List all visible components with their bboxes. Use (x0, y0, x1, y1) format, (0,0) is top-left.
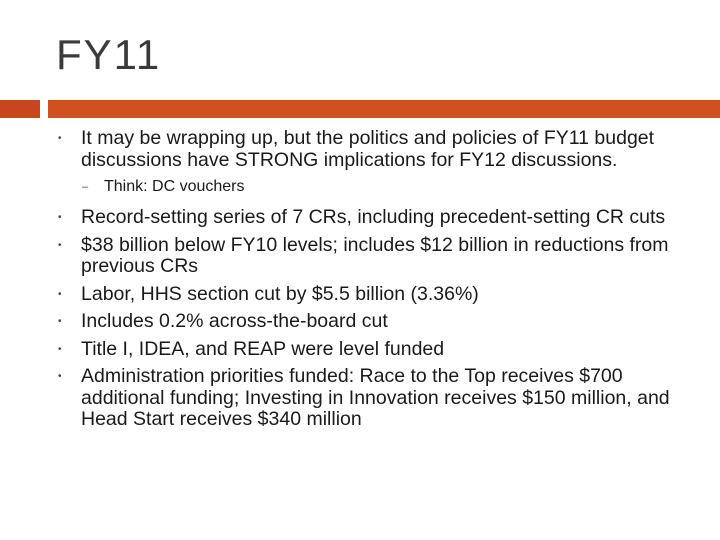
bullet-item (56, 284, 696, 306)
bullet-text: Administration priorities funded: Race to the Top receives $700 additional funding; Investing in Innovation receives $150 million, and Head Start receives $340 million (81, 365, 670, 430)
bullet-item (56, 128, 696, 171)
bullet-text: Record-setting series of 7 CRs, including precedent-setting CR cuts (81, 206, 666, 228)
bullet-icon: • (58, 239, 62, 251)
bullet-text: Title I, IDEA, and REAP were level funded (81, 337, 445, 360)
bullet-item (56, 235, 696, 278)
bullet-icon: • (58, 371, 62, 382)
dash-icon: – (82, 181, 89, 193)
bullet-icon: • (58, 212, 62, 223)
bullet-text: Includes 0.2% across-the-board cut (81, 310, 388, 332)
bullet-item (56, 311, 696, 333)
bullet-item (56, 207, 696, 229)
bullet-icon: • (58, 316, 62, 327)
title-accent-bar-left (0, 100, 40, 118)
bullet-icon: • (58, 343, 62, 355)
slide-title: FY11 (56, 31, 162, 78)
bullet-list (56, 128, 696, 437)
sub-bullet-text: Think: DC vouchers (104, 178, 245, 195)
bullet-text: It may be wrapping up, but the politics and policies of FY11 budget discussions have STRONG implications for FY12 discussions. (81, 127, 655, 171)
bullet-text: $38 billion below FY10 levels; includes $12 billion in reductions from previous CRs (81, 233, 669, 277)
sub-bullet-item (56, 177, 696, 197)
bullet-text: Labor, HHS section cut by $5.5 billion (3.36%) (81, 282, 479, 305)
title-accent-bar (48, 100, 720, 118)
bullet-item (56, 339, 696, 361)
bullet-icon: • (58, 133, 62, 144)
bullet-item (56, 366, 696, 431)
bullet-icon: • (58, 288, 62, 300)
